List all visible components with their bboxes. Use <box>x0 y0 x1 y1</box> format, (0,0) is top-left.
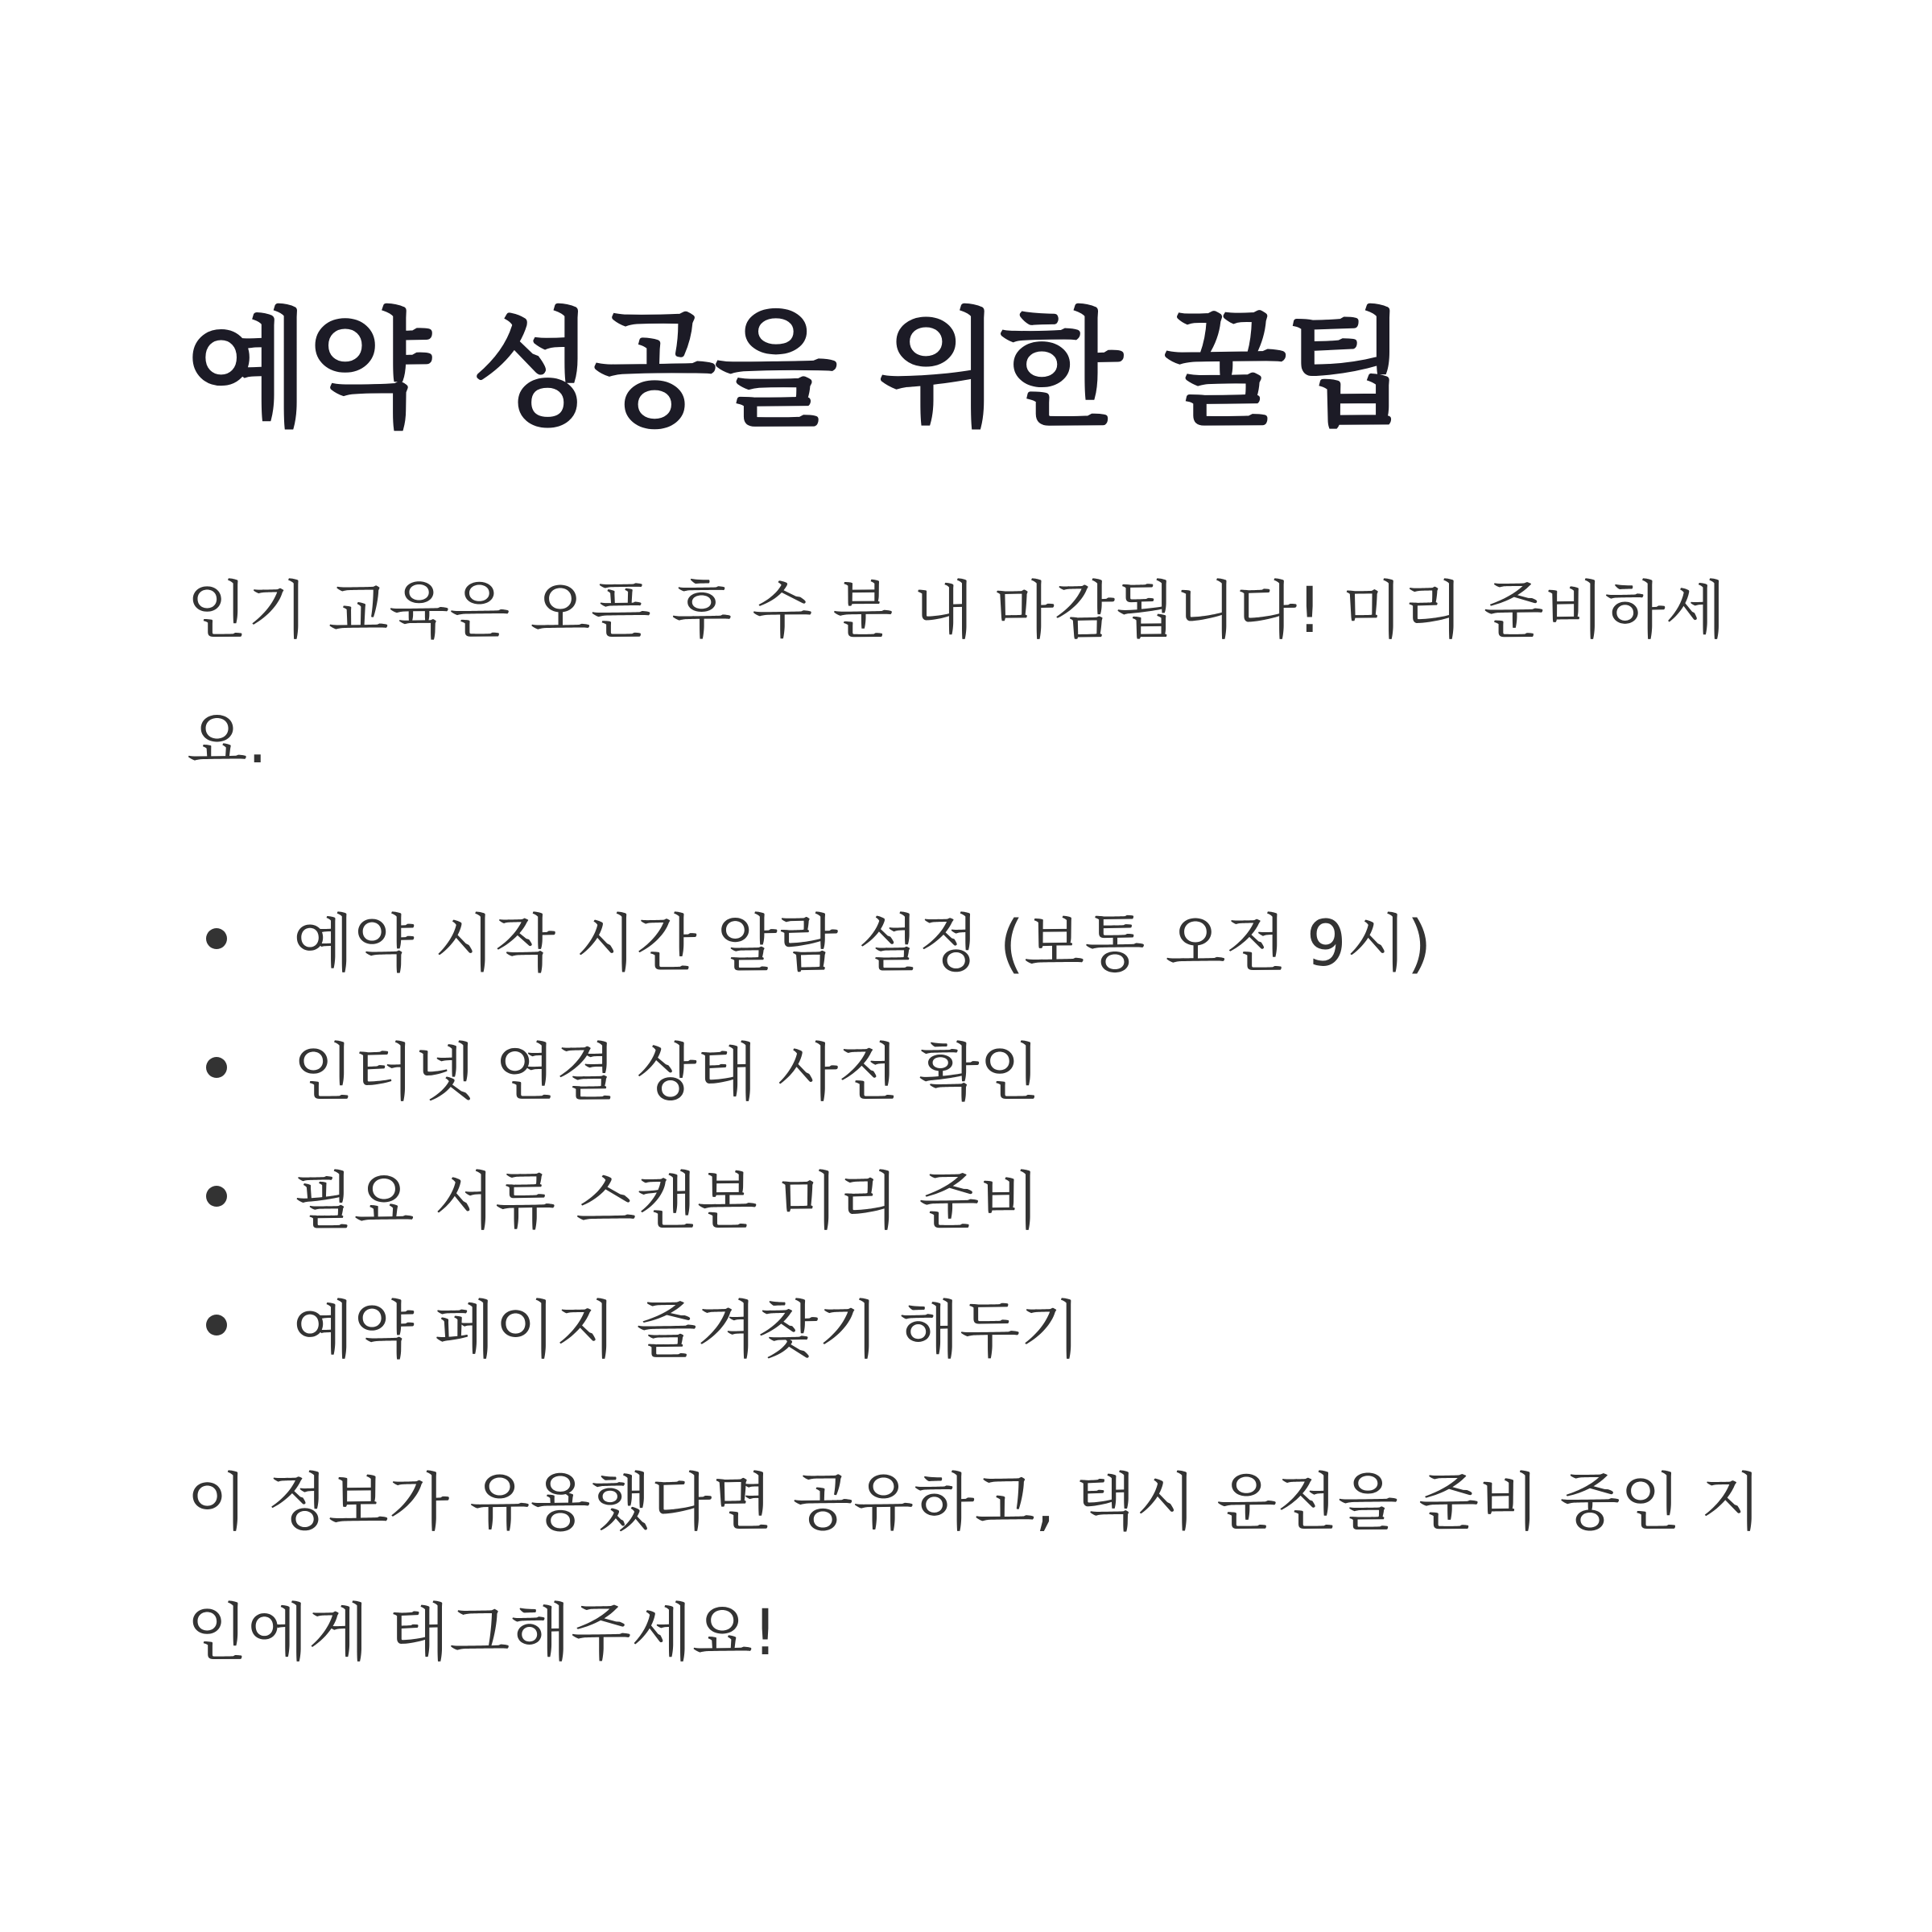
intro-paragraph: 인기 교육은 오픈 후 수 분 내 마감됩니다! 미리 준비하세요. <box>187 575 1727 778</box>
page-title: 예약 성공을 위한 꿀팁 <box>187 296 1406 444</box>
tips-list <box>187 874 1745 1389</box>
list-item-text: 예약 시작 시간 알람 설정 (보통 오전 9시) <box>293 908 1432 980</box>
list-item <box>187 874 1745 1003</box>
outro-paragraph: 이 정보가 유용했다면 공유하고, 택시 운전을 준비 중인 지인에게 태그해주세요! <box>187 1467 1762 1670</box>
list-item-text: 인터넷 연결 상태 사전 확인 <box>293 1037 1041 1109</box>
bullet-icon <box>206 1186 227 1207</box>
bullet-icon <box>206 1057 227 1078</box>
list-item <box>187 1261 1745 1389</box>
list-item-text: 예약 페이지 즐겨찾기 해두기 <box>293 1294 1081 1367</box>
bullet-icon <box>206 928 227 949</box>
list-item <box>187 1132 1745 1261</box>
list-item <box>187 1003 1745 1132</box>
list-item-text: 필요 서류 스캔본 미리 준비 <box>293 1166 1041 1238</box>
bullet-icon <box>206 1315 227 1335</box>
